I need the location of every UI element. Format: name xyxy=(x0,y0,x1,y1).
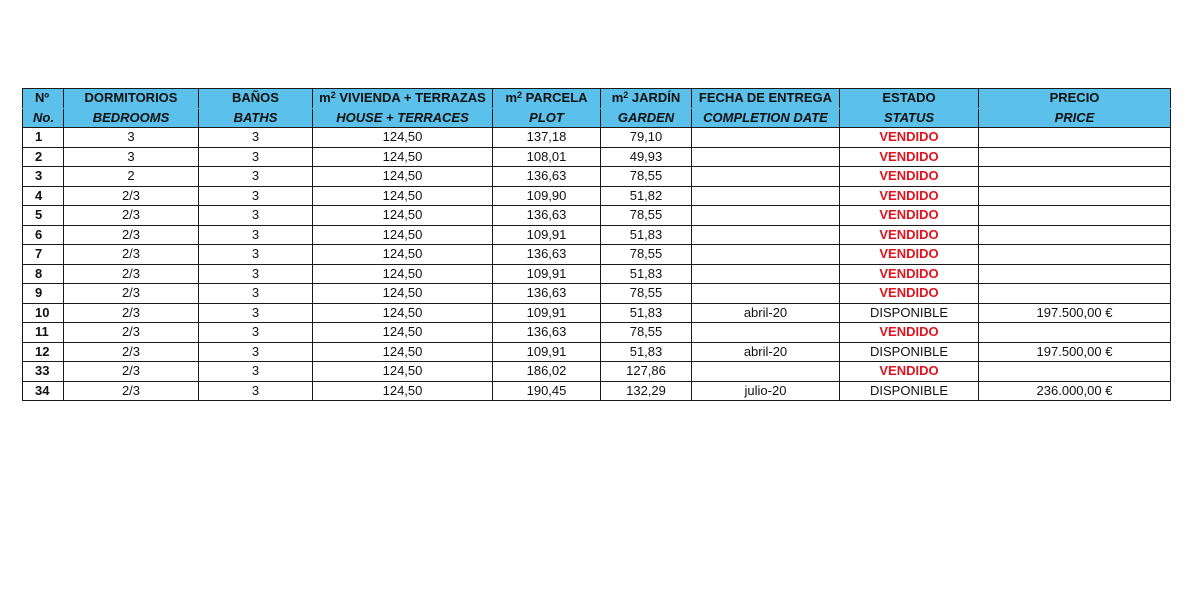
cell-completion-date xyxy=(692,225,840,245)
cell-bedrooms: 2/3 xyxy=(64,303,199,323)
plot-label-es: PARCELA xyxy=(522,90,588,106)
plot-unit-sup: 2 xyxy=(517,90,523,101)
cell-baths: 3 xyxy=(199,225,313,245)
cell-unit-no: 3 xyxy=(23,167,64,187)
cell-plot-area: 109,91 xyxy=(493,264,601,284)
table-row xyxy=(23,264,1171,284)
table-row xyxy=(23,323,1171,343)
table-row xyxy=(23,303,1171,323)
header-price-en: PRICE xyxy=(979,108,1171,128)
cell-plot-area: 136,63 xyxy=(493,284,601,304)
cell-price xyxy=(979,245,1171,265)
cell-house-area: 124,50 xyxy=(313,186,493,206)
table-row xyxy=(23,362,1171,382)
table-row xyxy=(23,206,1171,226)
cell-house-area: 124,50 xyxy=(313,284,493,304)
cell-house-area: 124,50 xyxy=(313,362,493,382)
cell-baths: 3 xyxy=(199,342,313,362)
cell-baths: 3 xyxy=(199,186,313,206)
header-bedrooms-es: DORMITORIOS xyxy=(64,89,199,109)
header-plot-es xyxy=(493,89,601,109)
cell-price: 197.500,00 € xyxy=(979,303,1171,323)
cell-baths: 3 xyxy=(199,303,313,323)
cell-bedrooms: 2/3 xyxy=(64,323,199,343)
cell-price xyxy=(979,284,1171,304)
cell-unit-no: 34 xyxy=(23,381,64,401)
cell-house-area: 124,50 xyxy=(313,167,493,187)
cell-status: VENDIDO xyxy=(840,128,979,148)
cell-price xyxy=(979,362,1171,382)
cell-baths: 3 xyxy=(199,323,313,343)
cell-baths: 3 xyxy=(199,206,313,226)
cell-bedrooms: 2/3 xyxy=(64,186,199,206)
cell-house-area: 124,50 xyxy=(313,323,493,343)
cell-garden-area: 78,55 xyxy=(601,323,692,343)
cell-completion-date xyxy=(692,147,840,167)
cell-garden-area: 51,83 xyxy=(601,342,692,362)
cell-unit-no: 6 xyxy=(23,225,64,245)
cell-status: VENDIDO xyxy=(840,323,979,343)
cell-house-area: 124,50 xyxy=(313,303,493,323)
cell-baths: 3 xyxy=(199,167,313,187)
cell-unit-no: 1 xyxy=(23,128,64,148)
header-no-es: Nº xyxy=(23,89,64,109)
cell-bedrooms: 2/3 xyxy=(64,264,199,284)
cell-garden-area: 51,83 xyxy=(601,303,692,323)
cell-status: DISPONIBLE xyxy=(840,381,979,401)
cell-completion-date: julio-20 xyxy=(692,381,840,401)
cell-plot-area: 136,63 xyxy=(493,323,601,343)
table-row xyxy=(23,128,1171,148)
cell-garden-area: 78,55 xyxy=(601,167,692,187)
header-row-spanish xyxy=(23,89,1171,109)
cell-bedrooms: 2/3 xyxy=(64,225,199,245)
cell-price xyxy=(979,128,1171,148)
cell-price: 197.500,00 € xyxy=(979,342,1171,362)
cell-unit-no: 8 xyxy=(23,264,64,284)
table-row xyxy=(23,284,1171,304)
cell-completion-date xyxy=(692,245,840,265)
header-house-en: HOUSE + TERRACES xyxy=(313,108,493,128)
cell-unit-no: 7 xyxy=(23,245,64,265)
header-baths-en: BATHS xyxy=(199,108,313,128)
cell-garden-area: 78,55 xyxy=(601,284,692,304)
cell-price xyxy=(979,206,1171,226)
cell-baths: 3 xyxy=(199,128,313,148)
cell-house-area: 124,50 xyxy=(313,342,493,362)
cell-baths: 3 xyxy=(199,284,313,304)
cell-house-area: 124,50 xyxy=(313,206,493,226)
header-row-english xyxy=(23,108,1171,128)
cell-status: VENDIDO xyxy=(840,362,979,382)
cell-bedrooms: 2 xyxy=(64,167,199,187)
cell-unit-no: 5 xyxy=(23,206,64,226)
cell-house-area: 124,50 xyxy=(313,147,493,167)
table-row xyxy=(23,381,1171,401)
cell-bedrooms: 2/3 xyxy=(64,342,199,362)
cell-plot-area: 136,63 xyxy=(493,245,601,265)
cell-completion-date xyxy=(692,128,840,148)
cell-baths: 3 xyxy=(199,381,313,401)
cell-completion-date: abril-20 xyxy=(692,303,840,323)
cell-status: VENDIDO xyxy=(840,284,979,304)
cell-unit-no: 2 xyxy=(23,147,64,167)
cell-baths: 3 xyxy=(199,147,313,167)
cell-completion-date xyxy=(692,167,840,187)
cell-price xyxy=(979,147,1171,167)
table-row xyxy=(23,167,1171,187)
cell-bedrooms: 2/3 xyxy=(64,381,199,401)
cell-unit-no: 9 xyxy=(23,284,64,304)
cell-status: DISPONIBLE xyxy=(840,303,979,323)
cell-bedrooms: 2/3 xyxy=(64,362,199,382)
cell-plot-area: 108,01 xyxy=(493,147,601,167)
cell-plot-area: 186,02 xyxy=(493,362,601,382)
cell-bedrooms: 3 xyxy=(64,147,199,167)
price-list-table xyxy=(22,88,1171,401)
cell-garden-area: 78,55 xyxy=(601,206,692,226)
cell-price xyxy=(979,186,1171,206)
cell-house-area: 124,50 xyxy=(313,264,493,284)
cell-completion-date: abril-20 xyxy=(692,342,840,362)
header-garden-en: GARDEN xyxy=(601,108,692,128)
cell-garden-area: 51,82 xyxy=(601,186,692,206)
cell-completion-date xyxy=(692,186,840,206)
garden-unit-sup: 2 xyxy=(623,90,629,101)
cell-plot-area: 109,91 xyxy=(493,225,601,245)
header-status-en: STATUS xyxy=(840,108,979,128)
cell-baths: 3 xyxy=(199,245,313,265)
cell-status: VENDIDO xyxy=(840,225,979,245)
garden-label-es: JARDÍN xyxy=(628,90,681,106)
cell-price xyxy=(979,167,1171,187)
cell-bedrooms: 2/3 xyxy=(64,284,199,304)
table-header xyxy=(23,89,1171,128)
cell-baths: 3 xyxy=(199,362,313,382)
header-status-es: ESTADO xyxy=(840,89,979,109)
cell-plot-area: 136,63 xyxy=(493,206,601,226)
header-completion-en: COMPLETION DATE xyxy=(692,108,840,128)
cell-plot-area: 109,91 xyxy=(493,303,601,323)
house-label-es: VIVIENDA + TERRAZAS xyxy=(335,90,486,106)
cell-plot-area: 190,45 xyxy=(493,381,601,401)
cell-completion-date xyxy=(692,264,840,284)
table-row xyxy=(23,342,1171,362)
cell-unit-no: 11 xyxy=(23,323,64,343)
table-row xyxy=(23,225,1171,245)
header-no-en: No. xyxy=(23,108,64,128)
cell-completion-date xyxy=(692,284,840,304)
header-price-es: PRECIO xyxy=(979,89,1171,109)
cell-plot-area: 136,63 xyxy=(493,167,601,187)
cell-garden-area: 49,93 xyxy=(601,147,692,167)
cell-garden-area: 51,83 xyxy=(601,225,692,245)
header-bedrooms-en: BEDROOMS xyxy=(64,108,199,128)
cell-unit-no: 4 xyxy=(23,186,64,206)
plot-unit-prefix: m xyxy=(505,90,518,106)
header-baths-es: BAÑOS xyxy=(199,89,313,109)
cell-garden-area: 127,86 xyxy=(601,362,692,382)
header-garden-es xyxy=(601,89,692,109)
cell-completion-date xyxy=(692,323,840,343)
header-completion-es: FECHA DE ENTREGA xyxy=(692,89,840,109)
table-row xyxy=(23,147,1171,167)
cell-unit-no: 12 xyxy=(23,342,64,362)
cell-garden-area: 78,55 xyxy=(601,245,692,265)
cell-garden-area: 132,29 xyxy=(601,381,692,401)
header-plot-en: PLOT xyxy=(493,108,601,128)
cell-unit-no: 10 xyxy=(23,303,64,323)
cell-status: VENDIDO xyxy=(840,186,979,206)
cell-baths: 3 xyxy=(199,264,313,284)
cell-plot-area: 109,91 xyxy=(493,342,601,362)
cell-house-area: 124,50 xyxy=(313,381,493,401)
cell-status: VENDIDO xyxy=(840,206,979,226)
cell-status: DISPONIBLE xyxy=(840,342,979,362)
cell-bedrooms: 3 xyxy=(64,128,199,148)
cell-garden-area: 79,10 xyxy=(601,128,692,148)
cell-status: VENDIDO xyxy=(840,147,979,167)
header-house-es xyxy=(313,89,493,109)
house-unit-prefix: m xyxy=(319,90,331,106)
cell-completion-date xyxy=(692,206,840,226)
house-unit-sup: 2 xyxy=(330,90,336,101)
cell-house-area: 124,50 xyxy=(313,225,493,245)
cell-status: VENDIDO xyxy=(840,264,979,284)
cell-house-area: 124,50 xyxy=(313,245,493,265)
cell-unit-no: 33 xyxy=(23,362,64,382)
cell-plot-area: 109,90 xyxy=(493,186,601,206)
table-row xyxy=(23,245,1171,265)
cell-price xyxy=(979,225,1171,245)
cell-status: VENDIDO xyxy=(840,245,979,265)
table-row xyxy=(23,186,1171,206)
garden-unit-prefix: m xyxy=(611,90,624,106)
cell-completion-date xyxy=(692,362,840,382)
cell-plot-area: 137,18 xyxy=(493,128,601,148)
cell-price xyxy=(979,323,1171,343)
cell-bedrooms: 2/3 xyxy=(64,245,199,265)
cell-house-area: 124,50 xyxy=(313,128,493,148)
table-body xyxy=(23,128,1171,401)
cell-status: VENDIDO xyxy=(840,167,979,187)
cell-price xyxy=(979,264,1171,284)
cell-price: 236.000,00 € xyxy=(979,381,1171,401)
cell-garden-area: 51,83 xyxy=(601,264,692,284)
cell-bedrooms: 2/3 xyxy=(64,206,199,226)
